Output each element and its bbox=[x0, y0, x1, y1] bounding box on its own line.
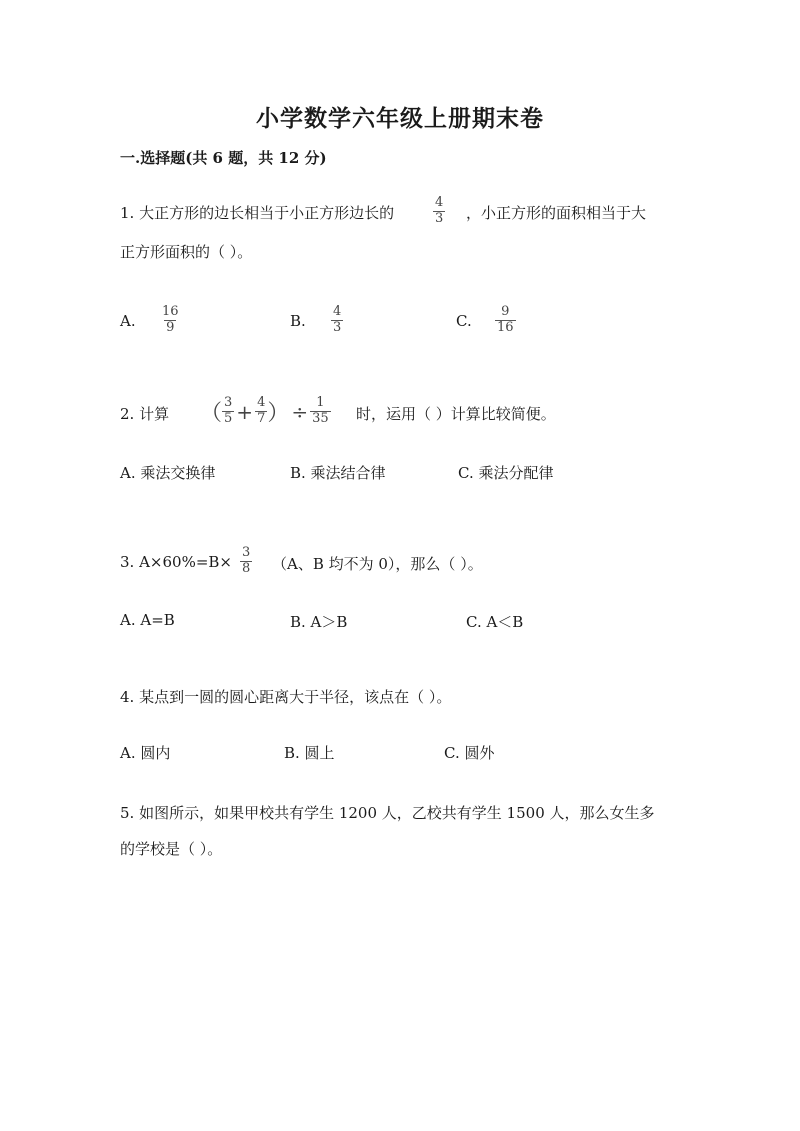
q2-f3-num: 1 bbox=[316, 395, 325, 411]
q3-option-c: C. A＜B bbox=[466, 613, 524, 631]
q1-option-a-num: 16 bbox=[162, 304, 179, 319]
q1-option-a-label: A. bbox=[120, 312, 136, 330]
q2-plus: + bbox=[236, 399, 254, 424]
q1-option-a-den: 9 bbox=[166, 319, 175, 335]
q1-option-c-fraction bbox=[495, 305, 516, 336]
q2-paren-open: （ bbox=[200, 401, 223, 426]
q3-option-a: A. A=B bbox=[120, 611, 175, 629]
q2-text-start: 2. 计算 bbox=[120, 405, 170, 423]
q1-option-c-num: 9 bbox=[501, 304, 510, 319]
q4-text: 4. 某点到一圆的圆心距离大于半径，该点在（ ）。 bbox=[120, 688, 452, 706]
q1-option-a-fraction bbox=[160, 305, 181, 336]
q2-text-end: 时，运用（ ）计算比较简便。 bbox=[356, 405, 556, 423]
q2-f2-den: 7 bbox=[257, 411, 266, 426]
q4-option-c: C. 圆外 bbox=[444, 744, 495, 762]
q3-option-b: B. A＞B bbox=[290, 613, 348, 631]
q2-f2-num: 4 bbox=[257, 395, 266, 411]
q2-divide: ÷ bbox=[291, 399, 309, 424]
q5-text-line1: 5. 如图所示，如果甲校共有学生 1200 人，乙校共有学生 1500 人，那么女生多 bbox=[120, 804, 655, 822]
q1-option-c-label: C. bbox=[456, 312, 472, 330]
q1-text-middle: ，小正方形的面积相当于大 bbox=[466, 204, 647, 222]
q3-frac-num: 3 bbox=[242, 545, 251, 560]
q2-paren-close: ） bbox=[267, 401, 290, 426]
q1-text-end: 正方形面积的（ ）。 bbox=[120, 243, 253, 261]
q5-text-line2: 的学校是（ ）。 bbox=[120, 840, 223, 858]
q2-option-b: B. 乘法结合律 bbox=[290, 464, 386, 482]
q3-text-end: （A、B 均不为 0），那么（ ）。 bbox=[272, 555, 483, 573]
q4-option-a: A. 圆内 bbox=[120, 744, 171, 762]
q1-text-start: 1. 大正方形的边长相当于小正方形边长的 bbox=[120, 204, 395, 222]
q1-option-c-den: 16 bbox=[497, 319, 514, 335]
q3-frac-den: 8 bbox=[242, 560, 251, 576]
q3-text-start: 3. A×60%=B× bbox=[120, 553, 232, 571]
q2-option-c: C. 乘法分配律 bbox=[458, 464, 554, 482]
q4-option-b: B. 圆上 bbox=[284, 744, 335, 762]
q1-frac-den: 3 bbox=[435, 210, 444, 226]
q2-f1-den: 5 bbox=[224, 411, 233, 426]
q3-fraction bbox=[240, 546, 252, 577]
q1-option-b-num: 4 bbox=[333, 304, 342, 319]
q1-frac-num: 4 bbox=[435, 195, 444, 210]
section-heading: 一.选择题(共 6 题，共 12 分) bbox=[120, 149, 327, 167]
q2-option-a: A. 乘法交换律 bbox=[120, 464, 216, 482]
q2-f1-num: 3 bbox=[224, 395, 233, 411]
q1-option-b-label: B. bbox=[290, 312, 306, 330]
q2-f3-den: 35 bbox=[312, 411, 329, 426]
q1-option-b-den: 3 bbox=[333, 319, 342, 335]
page-title: 小学数学六年级上册期末卷 bbox=[256, 105, 544, 132]
q1-fraction bbox=[433, 196, 445, 227]
q2-expression bbox=[200, 396, 331, 427]
q1-option-b-fraction bbox=[331, 305, 343, 336]
